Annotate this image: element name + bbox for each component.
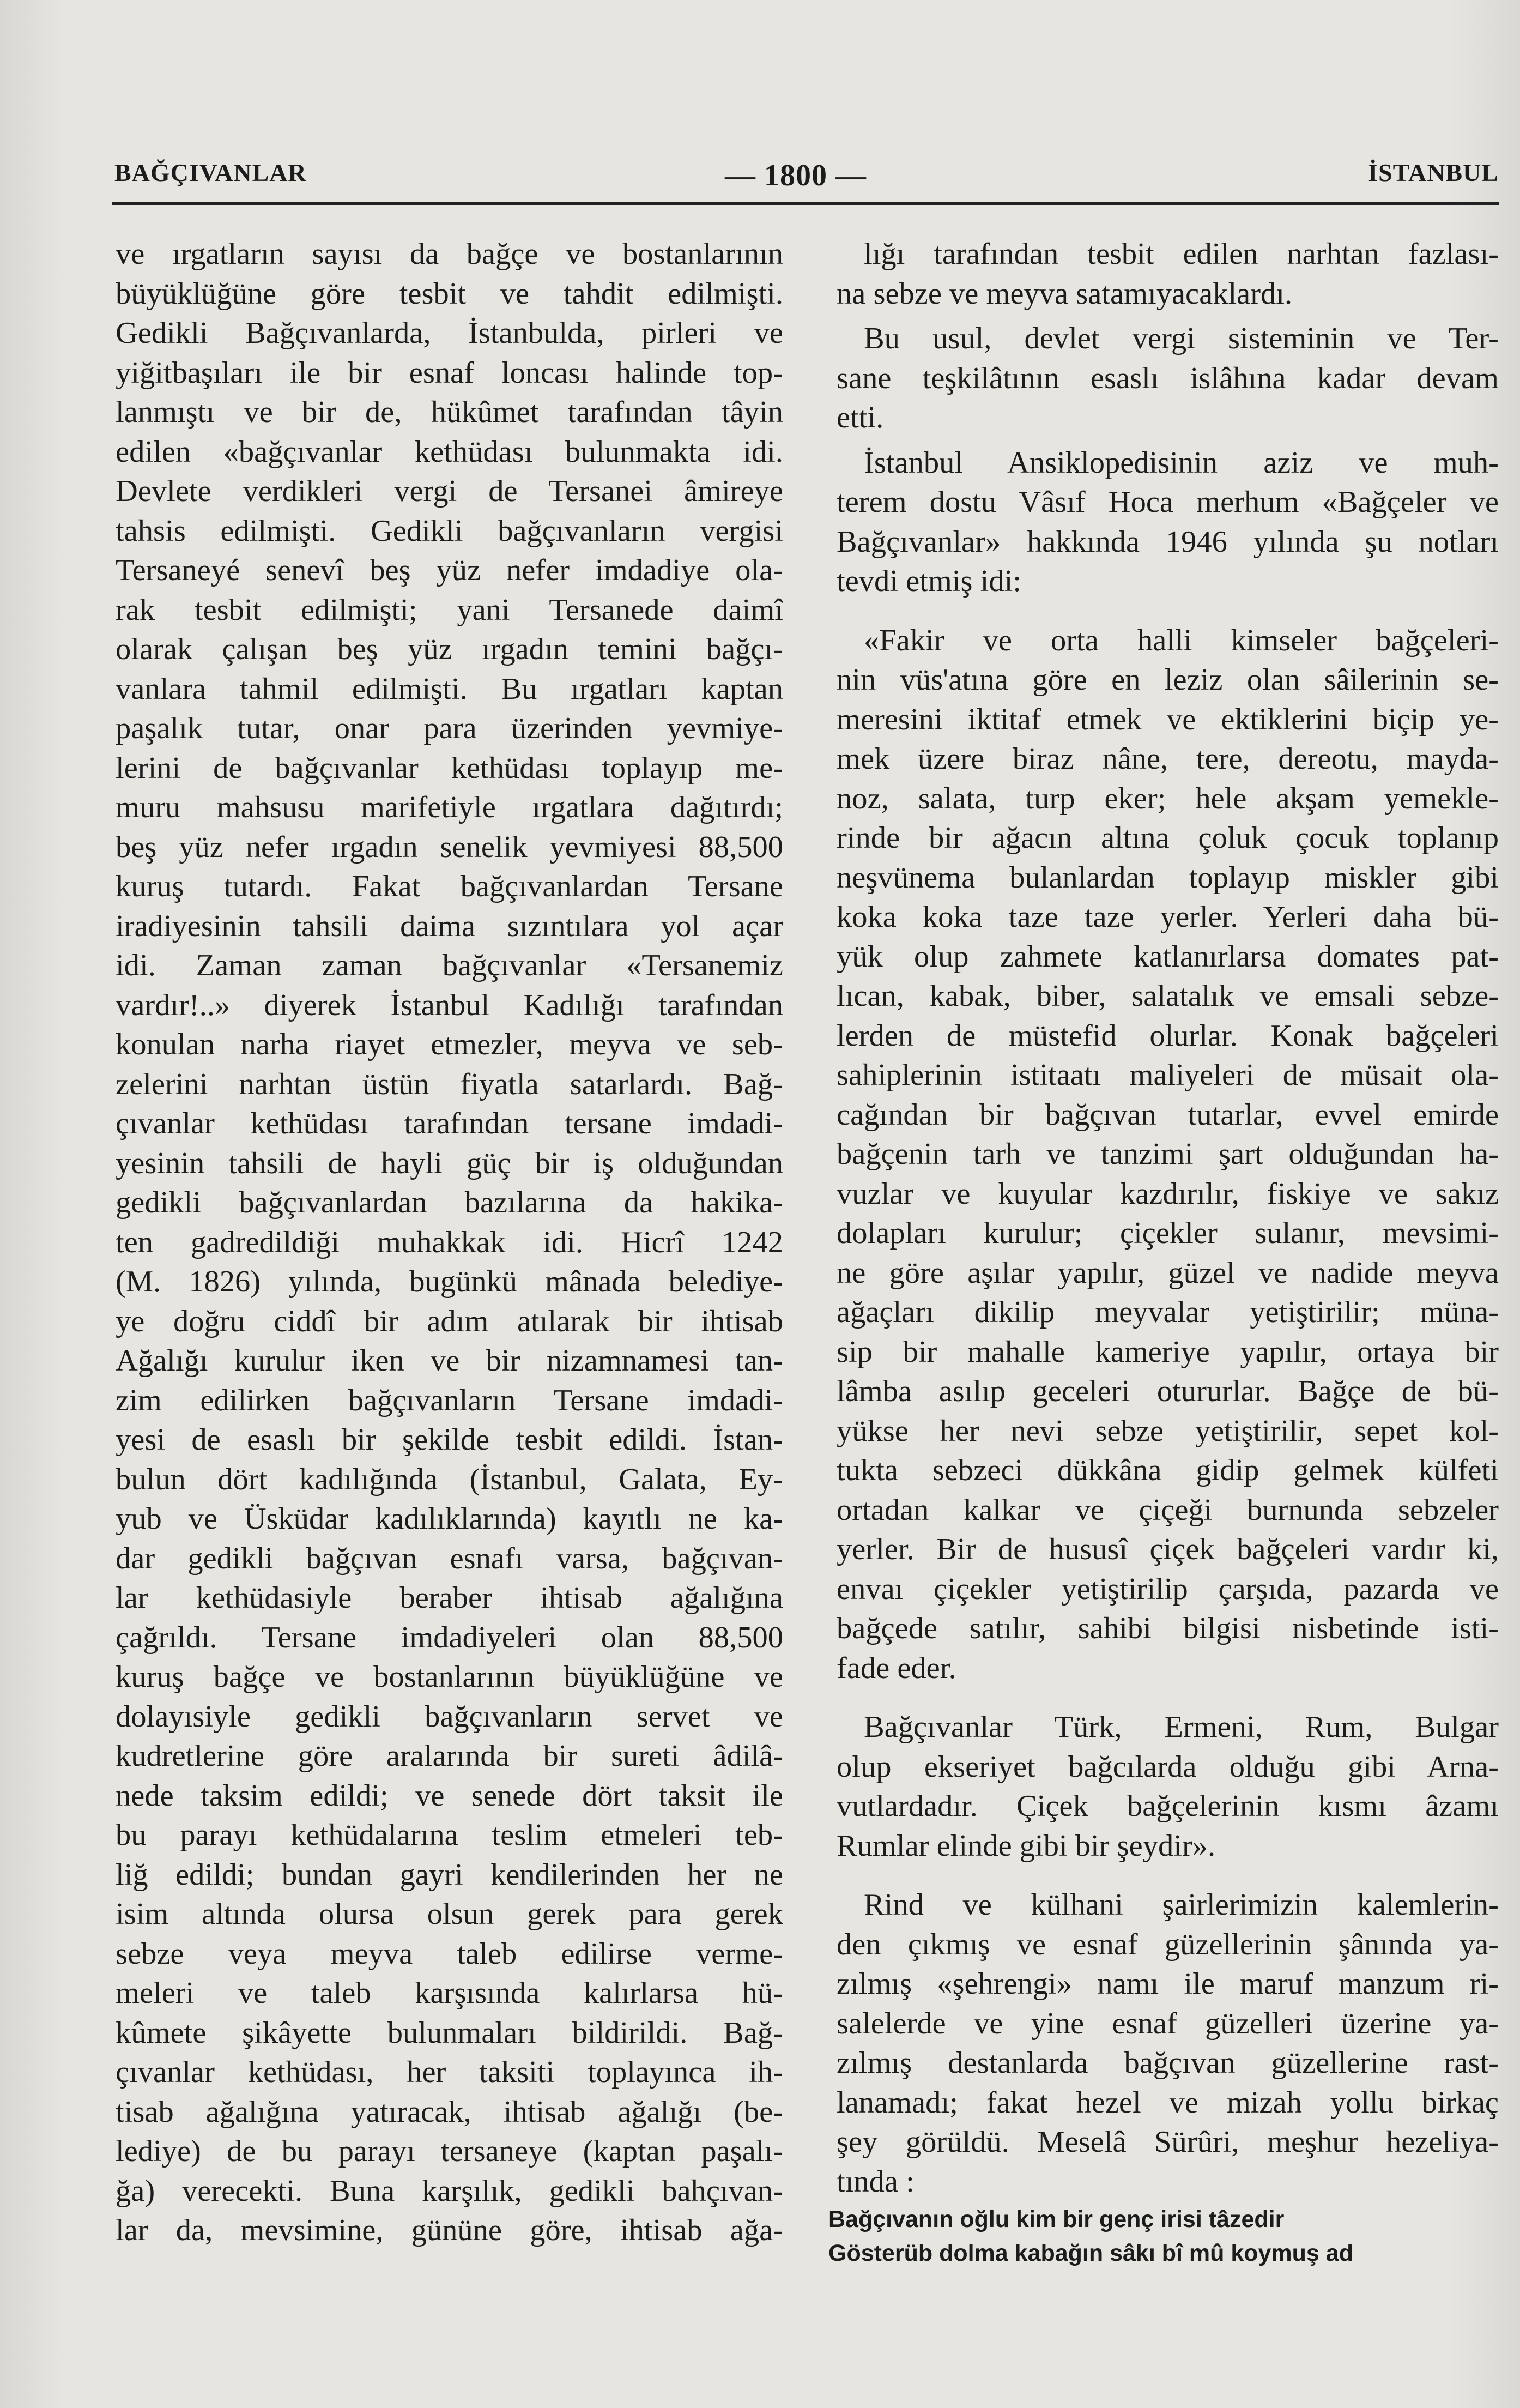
text-line: salelerde ve yine esnaf güzelleri üzerine ya-	[837, 2006, 1499, 2041]
text-line: neşvünema bulanlardan toplayıp miskler gibi	[837, 860, 1499, 895]
text-line: gedikli bağçıvanlardan bazılarına da hakika-	[116, 1186, 783, 1220]
text-line: paşalık tutar, onar para üzerinden yevmiye-	[116, 711, 783, 745]
text-line: tukta sebzeci dükkâna gidip gelmek külfeti	[837, 1453, 1499, 1487]
text-line: mek üzere biraz nâne, tere, dereotu, mayda-	[837, 742, 1499, 776]
text-line: bulun dört kadılığında (İstanbul, Galata, Ey-	[116, 1462, 783, 1496]
text-line: ğa) verecekti. Buna karşılık, gedikli bahçıvan-	[116, 2174, 783, 2208]
text-line: etti.	[837, 401, 884, 434]
paragraph	[837, 1885, 1499, 2201]
paragraph	[837, 234, 1499, 313]
paragraph-spacer	[837, 1688, 1499, 1707]
text-line: koka koka taze taze yerler. Yerleri daha bü-	[837, 900, 1499, 934]
text-line: bu parayı kethüdalarına teslim etmeleri teb-	[116, 1818, 783, 1852]
text-line: Ağalığı kurulur iken ve bir nizamnamesi tan-	[116, 1344, 783, 1378]
poem-line: Gösterüb dolma kabağın sâkı bî mû koymuş ad	[828, 2240, 1353, 2266]
text-line: yerler. Bir de hususî çiçek bağçeleri vardır ki,	[837, 1532, 1499, 1566]
text-line: yesinin tahsili de hayli güç bir iş olduğundan	[116, 1146, 783, 1180]
paragraph-spacer	[837, 313, 1499, 319]
text-line: yesi de esaslı bir şekilde tesbit edildi. İstan-	[116, 1423, 783, 1457]
text-line: liğ edildi; bundan gayri kendilerinden her ne	[116, 1857, 783, 1892]
poem-quote	[828, 2202, 1493, 2270]
poem-line: Bağçıvanın oğlu kim bir genç irisi tâzedir	[828, 2206, 1285, 2232]
text-line: vuzlar ve kuyular kazdırılır, fiskiye ve sakız	[837, 1176, 1499, 1211]
text-line: idi. Zaman zaman bağçıvanlar «Tersanemiz	[116, 949, 783, 982]
text-line: sip bir mahalle kameriye yapılır, ortaya bir	[837, 1335, 1499, 1369]
page-header	[114, 158, 1499, 202]
text-line: İstanbul Ansiklopedisinin aziz ve muh-	[864, 445, 1499, 480]
text-line: lanmıştı ve bir de, hükûmet tarafından tâyin	[116, 395, 783, 429]
text-line: Bu usul, devlet vergi sisteminin ve Ter-	[864, 322, 1499, 355]
text-line: lâmba asılıp geceleri otururlar. Bağçe de bü-	[837, 1374, 1499, 1408]
paragraph-spacer	[837, 601, 1499, 621]
text-line: meleri ve taleb karşısında kalırlarsa hü-	[116, 1976, 783, 2010]
text-line: kudretlerine göre aralarında bir sureti âdilâ-	[116, 1739, 783, 1773]
text-line: lerden de müstefid olurlar. Konak bağçeleri	[837, 1018, 1499, 1053]
text-line: noz, salata, turp eker; hele akşam yemekle-	[837, 781, 1499, 816]
paragraph	[837, 621, 1499, 1688]
text-line: kûmete şikâyette bulunmaları bildirildi. Bağ-	[116, 2015, 783, 2050]
text-line: ağaçları dikilip meyvalar yetiştirilir; müna-	[837, 1295, 1499, 1329]
text-line: vutlardadır. Çiçek bağçelerinin kısmı âzamı	[837, 1789, 1499, 1823]
text-line: envaı çiçekler yetiştirilip çarşıda, pazarda ve	[837, 1572, 1499, 1606]
text-line: ten gadredildiği muhakkak idi. Hicrî 1242	[116, 1225, 783, 1259]
text-line: (M. 1826) yılında, bugünkü mânada belediye-	[116, 1265, 783, 1299]
text-line: sebze veya meyva taleb edilirse verme-	[116, 1936, 783, 1971]
text-line: isim altında olursa olsun gerek para gerek	[116, 1897, 783, 1931]
text-line: lıcan, kabak, biber, salatalık ve emsali sebze-	[837, 979, 1499, 1013]
text-line: tında :	[837, 2164, 915, 2199]
text-line: beş yüz nefer ırgadın senelik yevmiyesi 88,500	[116, 830, 783, 864]
header-rule	[112, 202, 1499, 205]
text-line: ne göre aşılar yapılır, güzel ve nadide meyva	[837, 1256, 1499, 1290]
text-line: dolapları kurulur; çiçekler sulanır, mevsimi-	[837, 1216, 1499, 1250]
text-line: lar da, mevsimine, gününe göre, ihtisab ağa-	[116, 2213, 783, 2247]
text-line: zim edilirken bağçıvanların Tersane imdadi-	[116, 1383, 783, 1417]
text-line: sahiplerinin istitaatı maliyeleri de müsait ola-	[837, 1058, 1499, 1092]
text-line: na sebze ve meyva satamıyacaklardı.	[837, 276, 1293, 311]
paragraph-spacer	[837, 1866, 1499, 1885]
text-line: kuruş bağçe ve bostanlarının büyüklüğüne ve	[116, 1660, 783, 1694]
text-line: Bağçıvanlar Türk, Ermeni, Rum, Bulgar	[864, 1710, 1499, 1744]
text-line: rak tesbit edilmişti; yani Tersanede daimî	[116, 593, 783, 627]
text-line: cağından bir bağçıvan tutarlar, evvel emirde	[837, 1097, 1499, 1132]
text-line: lediye) de bu parayı tersaneye (kaptan paşalı-	[116, 2134, 783, 2168]
text-line: Devlete verdikleri vergi de Tersanei âmireye	[116, 474, 783, 508]
paragraph	[837, 443, 1499, 601]
text-line: vardır!..» diyerek İstanbul Kadılığı tarafından	[116, 988, 783, 1022]
text-line: nin vüs'atına göre en leziz olan sâilerinin se-	[837, 663, 1499, 697]
text-line: sane teşkilâtının esaslı islâhına kadar devam	[837, 361, 1499, 395]
text-line: terem dostu Vâsıf Hoca merhum «Bağçeler ve	[837, 485, 1499, 519]
text-line: konulan narha riayet etmezler, meyva ve seb-	[116, 1028, 783, 1061]
text-line: dar gedikli bağçıvan esnafı varsa, bağçıvan-	[116, 1541, 783, 1576]
running-head-right: İSTANBUL	[1368, 159, 1499, 186]
text-line: ve ırgatların sayısı da bağçe ve bostanlarının	[116, 237, 783, 271]
right-column	[837, 234, 1499, 2201]
text-line: rinde bir ağacın altına çoluk çocuk toplanıp	[837, 821, 1499, 855]
text-line: ye doğru ciddî bir adım atılarak bir ihtisab	[116, 1304, 783, 1338]
running-head-left: BAĞÇIVANLAR	[114, 159, 307, 186]
text-line: zelerini narhtan üstün fiyatla satarlardı. Bağ-	[116, 1067, 783, 1101]
paragraph	[837, 319, 1499, 438]
text-line: şey görüldü. Meselâ Sürûri, meşhur hezeliya-	[837, 2125, 1499, 2159]
page-number: — 1800 —	[725, 159, 867, 192]
text-line: tahsis edilmişti. Gedikli bağçıvanların vergisi	[116, 514, 783, 548]
text-line: kuruş tutardı. Fakat bağçıvanlardan Tersane	[116, 870, 783, 903]
text-line: «Fakir ve orta halli kimseler bağçeleri-	[864, 623, 1499, 657]
text-line: muru mahsusu marifetiyle ırgatlara dağıtırdı;	[116, 790, 783, 824]
text-line: Rumlar elinde gibi bir şeydir».	[837, 1828, 1216, 1863]
text-line: bağçenin tarh ve tanzimi şart olduğundan ha-	[837, 1137, 1499, 1171]
text-line: tevdi etmiş idi:	[837, 564, 1021, 598]
text-line: yiğitbaşıları ile bir esnaf loncası halinde top-	[116, 355, 783, 390]
text-line: Tersaneyé senevî beş yüz nefer imdadiye ola-	[116, 553, 783, 587]
text-line: vanlara tahmil edilmişti. Bu ırgatları kaptan	[116, 672, 783, 706]
text-line: den çıkmış ve esnaf güzellerinin şânında ya-	[837, 1927, 1499, 1962]
text-line: olarak çalışan beş yüz ırgadın temini bağçı-	[116, 632, 783, 666]
text-line: tisab ağalığına yatıracak, ihtisab ağalığı (be-	[116, 2095, 783, 2129]
text-line: meresini iktitaf etmek ve ektiklerini biçip ye-	[837, 702, 1499, 737]
text-line: dolayısiyle gedikli bağçıvanların servet ve	[116, 1699, 783, 1734]
text-line: yük olup zahmete katlanırlarsa domates pat-	[837, 939, 1499, 974]
text-line: ortadan kalkar ve çiçeği burnunda sebzeler	[837, 1493, 1499, 1527]
text-line: yub ve Üsküdar kadılıklarında) kayıtlı ne ka-	[116, 1502, 783, 1536]
text-line: çıvanlar kethüdası tarafından tersane imdadi-	[116, 1107, 783, 1140]
text-line: Gedikli Bağçıvanlarda, İstanbulda, pirleri ve	[116, 316, 783, 350]
text-line: nede taksim edildi; ve senede dört taksit ile	[116, 1778, 783, 1813]
text-line: çağrıldı. Tersane imdadiyeleri olan 88,500	[116, 1620, 783, 1655]
paragraph-spacer	[837, 438, 1499, 443]
text-line: Bağçıvanlar» hakkında 1946 yılında şu notları	[837, 524, 1499, 559]
text-line: fade eder.	[837, 1651, 956, 1685]
text-line: çıvanlar kethüdası, her taksiti toplayınca ih-	[116, 2055, 783, 2089]
text-line: edilen «bağçıvanlar kethüdası bulunmakta idi.	[116, 434, 783, 469]
text-line: zılmış destanlarda bağçıvan güzellerine rast-	[837, 2046, 1499, 2080]
text-line: bağçede satılır, sahibi bilgisi nisbetinde isti-	[837, 1612, 1499, 1645]
text-line: Rind ve külhani şairlerimizin kalemlerin-	[864, 1888, 1499, 1922]
text-line: zılmış «şehrengi» namı ile maruf manzum ri-	[837, 1967, 1499, 2001]
text-line: lanamadı; fakat hezel ve mizah yollu birkaç	[837, 2085, 1499, 2120]
paragraph	[837, 1707, 1499, 1866]
text-line: olup ekseriyet bağcılarda olduğu gibi Arna-	[837, 1749, 1499, 1784]
text-line: büyüklüğüne göre tesbit ve tahdit edilmişti.	[116, 276, 783, 311]
left-column	[116, 234, 783, 2250]
text-line: lar kethüdasiyle beraber ihtisab ağalığına	[116, 1581, 783, 1615]
text-line: lığı tarafından tesbit edilen narhtan fazlası-	[864, 237, 1499, 271]
text-line: iradiyesinin tahsili daima sızıntılara yol açar	[116, 909, 783, 943]
text-line: yükse her nevi sebze yetiştirilir, sepet kol-	[837, 1414, 1499, 1448]
text-line: lerini de bağçıvanlar kethüdası toplayıp me-	[116, 751, 783, 785]
